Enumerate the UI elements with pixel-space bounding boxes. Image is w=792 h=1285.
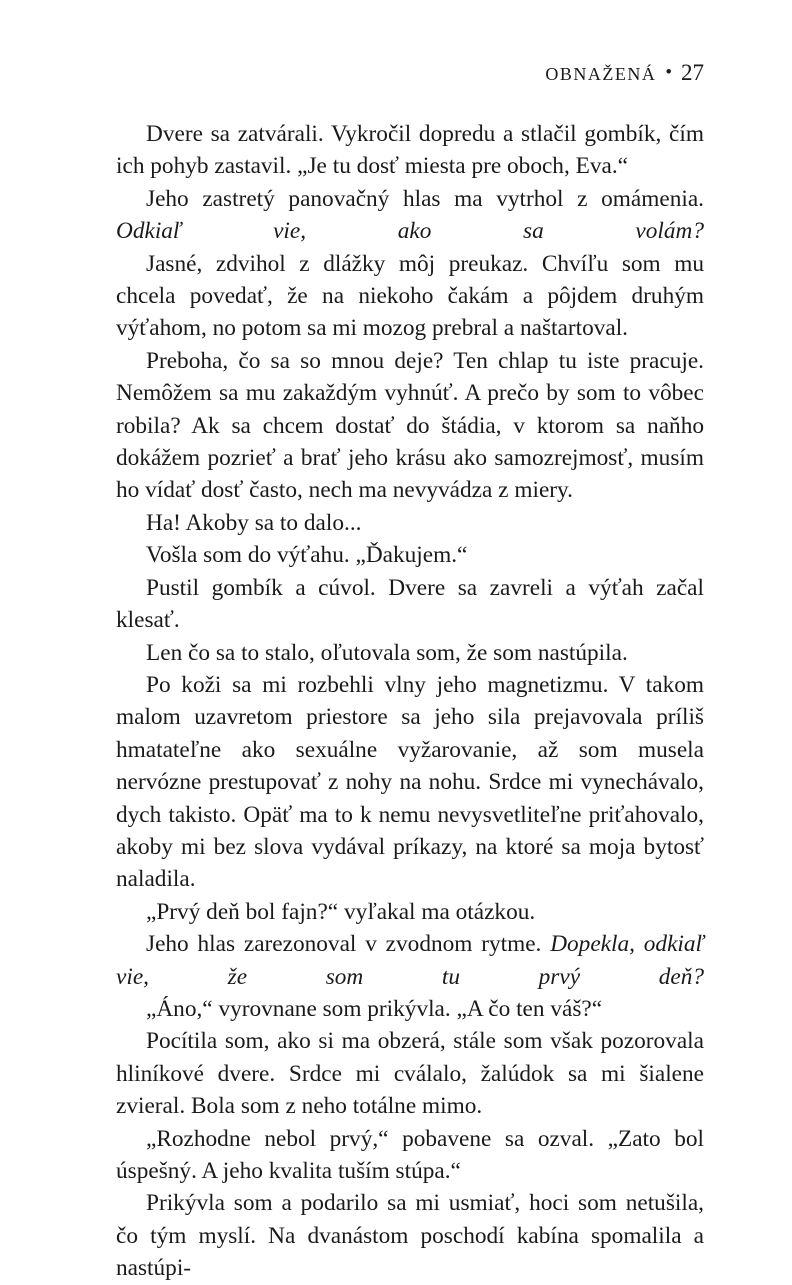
separator-bullet: • <box>665 62 672 83</box>
text-run: Pustil gombík a cúvol. Dvere sa zavreli a výťah začal klesať. <box>116 574 704 634</box>
paragraph <box>116 183 704 248</box>
text-run: Jasné, zdvihol z dlážky môj preukaz. Chvíľu som mu chcela povedať, že na niekoho čakám a pôjdem druhým výťahom, no potom sa mi mozog prebral a naštartoval. <box>116 250 704 342</box>
text-run: Jeho zastretý panovačný hlas ma vytrhol z omámenia. <box>146 185 704 212</box>
paragraph <box>116 248 704 345</box>
paragraph <box>116 1123 704 1188</box>
paragraph <box>116 993 704 1025</box>
body-text <box>116 118 704 1285</box>
paragraph <box>116 118 704 183</box>
text-run: Prikývla som a podarilo sa mi usmiať, hoci som netušila, čo tým myslí. Na dvanástom poschodí kabína spomalila a nastúpi- <box>116 1190 704 1282</box>
page-number: 27 <box>681 60 704 85</box>
italic-text: Dopekla, odkiaľ vie, že som tu prvý deň? <box>116 931 705 990</box>
text-run: Preboha, čo sa so mnou deje? Ten chlap tu iste pracuje. Nemôžem sa mu zakaždým vyhnúť. A prečo by som to vôbec robila? Ak sa chcem dostať do štádia, v ktorom sa naňho dokážem pozrieť a brať jeho krásu ako samozrejmosť, musím ho vídať dosť často, nech ma nevyvádza z miery. <box>116 347 704 504</box>
paragraph <box>116 1187 704 1284</box>
paragraph <box>116 896 704 928</box>
text-run: „Rozhodne nebol prvý,“ pobavene sa ozval. „Zato bol úspešný. A jeho kvalita tuším stúpa.“ <box>116 1125 704 1184</box>
paragraph <box>116 572 704 637</box>
running-head <box>116 58 704 90</box>
text-run: Pocítila som, ako si ma obzerá, stále som však pozorovala hliníkové dvere. Srdce mi cválalo, žalúdok sa mi šialene zvieral. Bola som z neho totálne mimo. <box>116 1028 704 1120</box>
text-run: „Áno,“ vyrovnane som prikývla. „A čo ten váš?“ <box>146 995 603 1022</box>
paragraph <box>116 637 704 669</box>
paragraph <box>116 345 704 507</box>
text-run: Dvere sa zatvárali. Vykročil dopredu a stlačil gombík, čím ich pohyb zastavil. „Je tu dosť miesta pre oboch, Eva.“ <box>116 121 704 180</box>
paragraph <box>116 539 704 571</box>
paragraph <box>116 928 704 993</box>
paragraph <box>116 669 704 896</box>
text-run: Len čo sa to stalo, oľutovala som, že som nastúpila. <box>146 639 628 666</box>
text-run: Po koži sa mi rozbehli vlny jeho magnetizmu. V takom malom uzavretom priestore sa jeho sila prejavovala príliš hmatateľne ako sexuálne vyžarovanie, až som musela nervózne prestupovať z nohy na nohu. Srdce mi vynechávalo, dych takisto. Opäť ma to k nemu nevysvetliteľne priťahovalo, akoby mi bez slova vydával príkazy, na ktoré sa moja bytosť naladila. <box>116 671 704 893</box>
book-title: OBNAŽENÁ <box>545 64 657 84</box>
paragraph <box>116 507 704 539</box>
text-run: Jeho hlas zarezonoval v zvodnom rytme. <box>146 931 551 958</box>
italic-text: Odkiaľ vie, ako sa volám? <box>116 218 704 245</box>
paragraph <box>116 1025 704 1122</box>
text-run: Vošla som do výťahu. „Ďakujem.“ <box>146 542 468 569</box>
text-run: Ha! Akoby sa to dalo... <box>146 509 362 536</box>
text-run: „Prvý deň bol fajn?“ vyľakal ma otázkou. <box>146 898 536 925</box>
